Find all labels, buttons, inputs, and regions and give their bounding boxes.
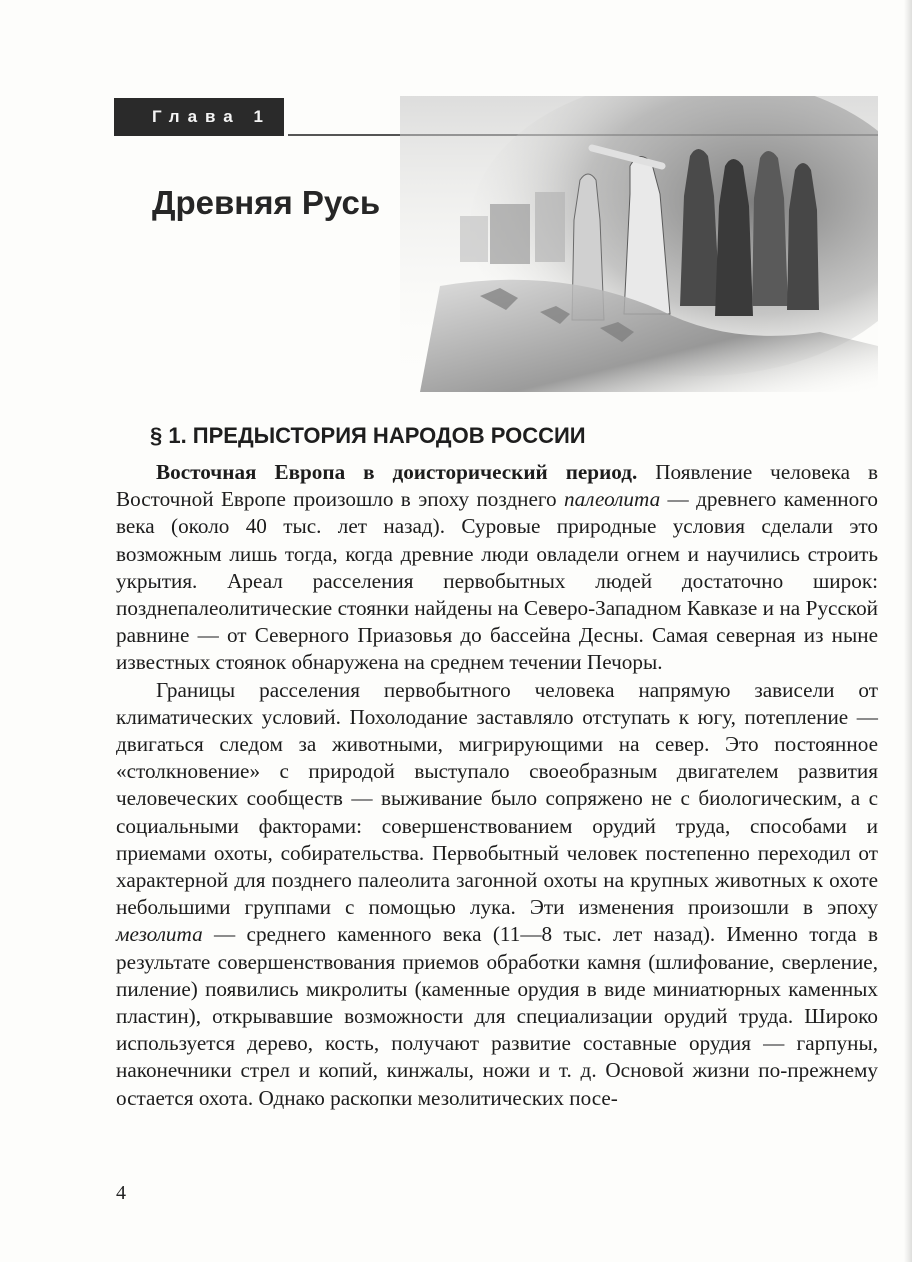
chapter-label: Глава 1: [114, 98, 284, 136]
scan-edge-shadow: [904, 0, 912, 1262]
paragraph-lead: Восточная Европа в доисторический период.: [156, 460, 638, 484]
paragraph-text: Появление человека в Восточной Европе произошло в эпоху позднего: [116, 460, 878, 512]
paragraph-text: — среднего каменного века (11—8 тыс. лет назад). Именно тогда в результате совершенствования приемов обработки камня (шлифование, сверление, пиление) появились микролиты (каменные орудия в виде миниатюрных каменных пластин), открывавшие возможности для специализации орудий труда. Широко используется дерево, кость, получают развитие составные орудия — гарпуны, наконечники стрел и копий, кинжалы, ножи и т. д. Основой жизни по-прежнему остается охота. Однако раскопки мезолитических посе-: [116, 922, 878, 1110]
section-heading: § 1. ПРЕДЫСТОРИЯ НАРОДОВ РОССИИ: [150, 423, 586, 448]
paragraph-text: Границы расселения первобытного человека напрямую зависели от климатических условий. Похолодание заставляло отступать к югу, потепление — двигаться следом за животными, мигрирующими на север. Это постоянное «столкновение» с природой выступало своеобразным двигателем развития человеческих сообществ — выживание было сопряжено не с биологическим, а с социальными факторами: совершенствованием орудий труда, способами и приемами охоты, собирательства. Первобытный человек постепенно переходил от характерной для позднего палеолита загонной охоты на крупных животных к охоте небольшими группами с помощью лука. Эти изменения произошли в эпоху: [116, 677, 878, 920]
chapter-title: Древняя Русь: [152, 184, 381, 221]
body-text: [116, 459, 878, 1112]
paragraph-text: — древнего каменного века (около 40 тыс. лет назад). Суровые природные условия сделали это возможным лишь тогда, когда древние люди овладели огнем и научились строить укрытия. Ареал расселения первобытных людей достаточно широк: позднепалеолитические стоянки найдены на Северо-Западном Кавказе и на Русской равнине — от Северного Приазовья до бассейна Десны. Самая северная из ныне известных стоянок обнаружена на среднем течении Печоры.: [116, 487, 878, 675]
paragraph: [116, 459, 878, 677]
term-italic: мезолита: [116, 922, 203, 947]
term-italic: палеолита: [564, 487, 661, 512]
page-number: 4: [116, 1182, 126, 1204]
paragraph: [116, 677, 878, 1112]
chapter-illustration: [400, 96, 878, 392]
